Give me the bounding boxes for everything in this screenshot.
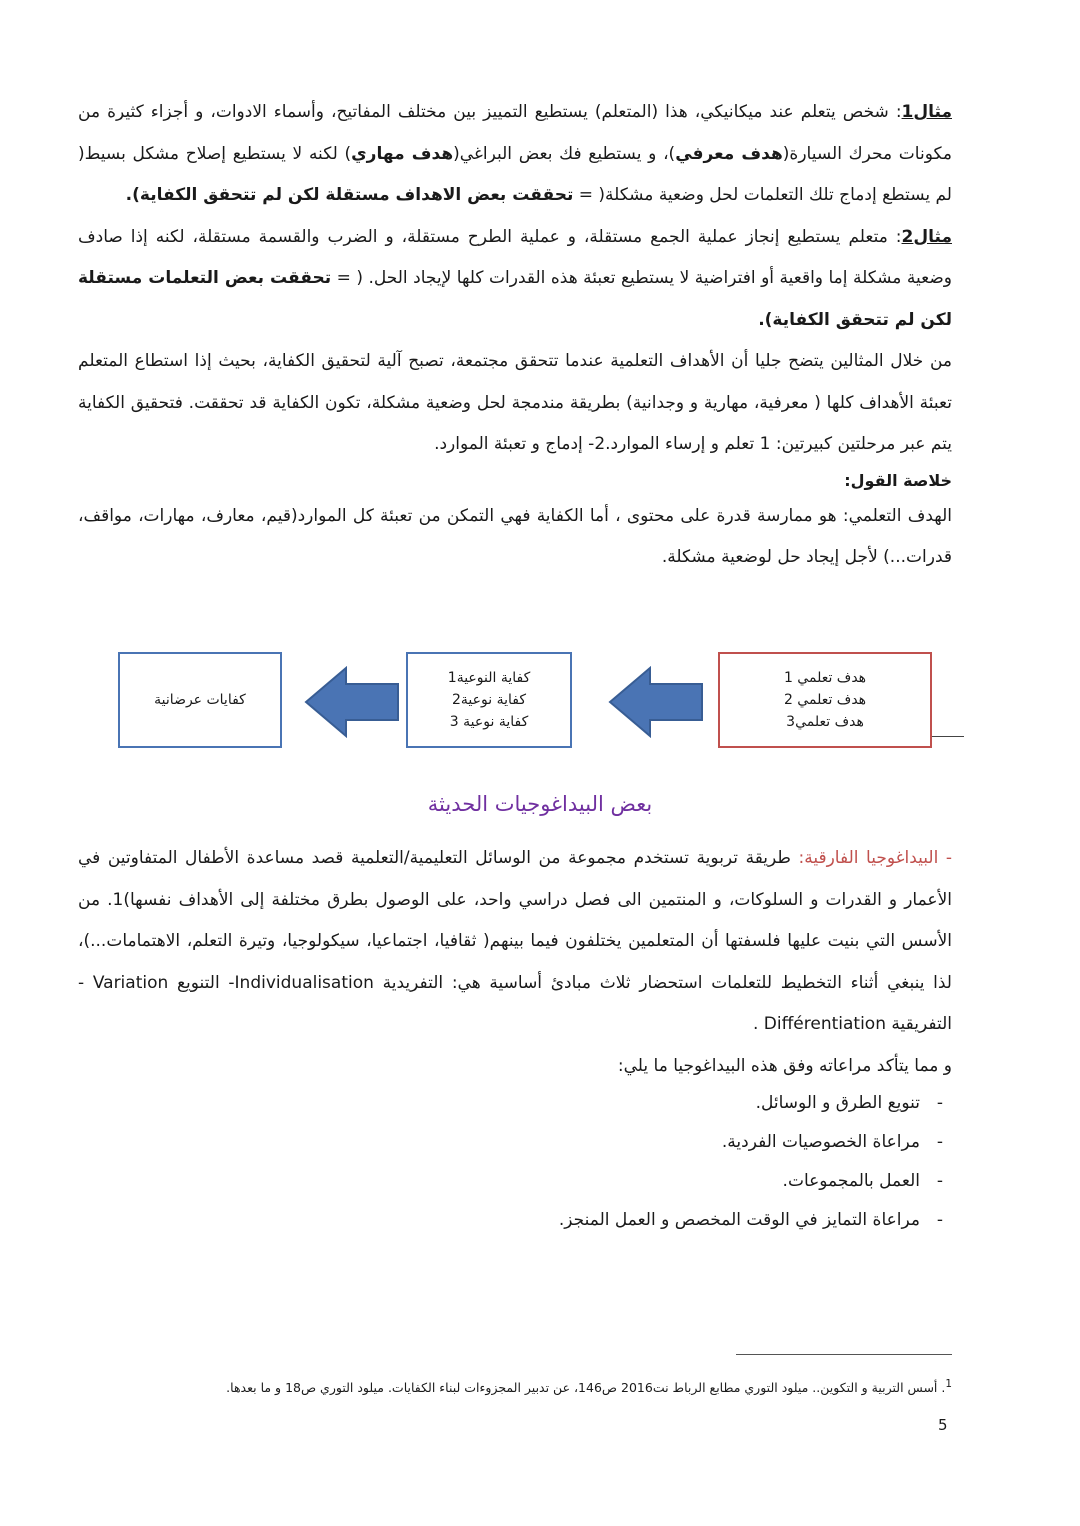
section-title: بعض البيداغوجيات الحديثة [427,792,653,816]
footnote: $^1$. أسس التربية و التكوين.. ميلود التوري مطابع الرباط نت2016 ص146، عن تدبير المجزوءات لبناء الكفايات. ميلود التوري ص18 و ما بعدها. [226,1378,952,1396]
main-text [78,92,952,579]
example-2-label: مثال2 [901,226,952,247]
list-item: - تنويع الطرق و الوسائل. [755,1093,944,1113]
learning-goal-1: هدف تعلمي 1 [783,670,867,686]
footnote-text: أسس التربية و التكوين.. ميلود التوري مطابع الرباط نت2016 ص146، عن تدبير المجزوءات لبناء الكفايات. ميلود التوري ص18 و ما بعدها. [226,1380,938,1396]
example-1-label: مثال1 [901,102,952,122]
specific-competence-1: كفاية النوعية1 [447,670,531,686]
example-1-paragraph: مثال1: شخص يتعلم عند ميكانيكي، هذا (المتعلم) يستطيع التمييز بين مختلف المفاتيح، وأسماء الادوات، و أجزاء كثيرة من مكونات محرك السيارة(هدف معرفي)، و يستطيع فك بعض البراغي(هدف مهاري) لكنه لا يستطيع إصلاح مشكل بسيط( لم يستطع إدماج تلك التعلمات لحل وضعية مشكلة( = تحققت بعض الاهداف مستقلة لكن لم تتحقق الكفاية). [78,102,952,205]
competence-diagram [118,652,964,752]
footnote-separator [736,1354,952,1355]
differentiated-label: - البيداغوجيا الفارقية: [798,848,952,868]
specific-competences-box [406,652,572,748]
page-number: 5 [938,1416,948,1434]
list-item: - مراعاة الخصوصيات الفردية. [721,1132,944,1152]
transversal-competences-box: كفايات عرضانية [118,652,282,748]
bullet-list [0,1084,960,1240]
learning-goal-3: هدف تعلمي3 [786,714,864,730]
left-arrow-icon [608,666,704,738]
summary-heading: خلاصة القول: [844,470,952,490]
list-item: - العمل بالمجموعات. [782,1171,944,1191]
conclusion-paragraph: من خلال المثالين يتضح جليا أن الأهداف التعلمية عندما تتحقق مجتمعة، تصبح آلية لتحقيق الكفاية، بحيث إذا استطاع المتعلم تعبئة الأهداف كلها ( معرفية، مهارية و وجدانية) بطريقة مندمجة لحل وضعية مشكلة، تكون الكفاية قد تحققت. فتحقيق الكفاية يتم عبر مرحلتين كبيرتين: 1 تعلم و إرساء الموارد.2- إدماج و تعبئة الموارد. [78,351,952,454]
specific-competence-3: كفاية نوعية 3 [449,714,529,730]
differentiated-pedagogy [78,838,952,1087]
left-arrow-icon [304,666,400,738]
learning-goals-box [718,652,932,748]
differentiated-paragraph: - البيداغوجيا الفارقية: طريقة تربوية تستخدم مجموعة من الوسائل التعليمية/التعلمية قصد مساعدة الأطفال المتفاوتين في الأعمار و القدرات و السلوكات، و المنتمين الى فصل دراسي واحد، على الوصول بطرق مختلفة إلى الأهداف نفسها)1. من الأسس التي بنيت عليها فلسفتها أن المتعلمين يختلفون فيما بينهم( ثقافيا، اجتماعيا، سيكولوجيا، وتيرة التعلم، الاهتمامات...)، لذا ينبغي أثناء التخطيط للتعلمات استحضار ثلاث مبادئ أساسية هي: التفريدية Individualisation- التنويع Variation - التفريقية Différentiation . [78,848,952,1034]
footnote-marker: 1 [945,1378,952,1390]
specific-competence-2: كفاية نوعية2 [452,692,526,708]
example-2-paragraph: مثال2: متعلم يستطيع إنجاز عملية الجمع مستقلة، و عملية الطرح مستقلة، و الضرب والقسمة مستقلة، لكنه إذا صادف وضعية مشكلة إما واقعية أو افتراضية لا يستطيع تعبئة هذه القدرات كلها لإيجاد الحل. ( = تحققت بعض التعلمات مستقلة لكن لم تتحقق الكفاية). [78,226,952,330]
list-item: - مراعاة التمايز في الوقت المخصص و العمل المنجز. [558,1210,944,1230]
summary-paragraph: الهدف التعلمي: هو ممارسة قدرة على محتوى ، أما الكفاية فهي التمكن من تعبئة كل الموارد(قيم، معارف، مهارات، مواقف، قدرات...) لأجل إيجاد حل لوضعية مشكلة. [78,505,952,567]
learning-goal-2: هدف تعلمي 2 [783,692,867,708]
differentiated-intro: و مما يتأكد مراعاته وفق هذه البيداغوجيا ما يلي: [617,1055,952,1076]
connector-line [932,736,964,737]
